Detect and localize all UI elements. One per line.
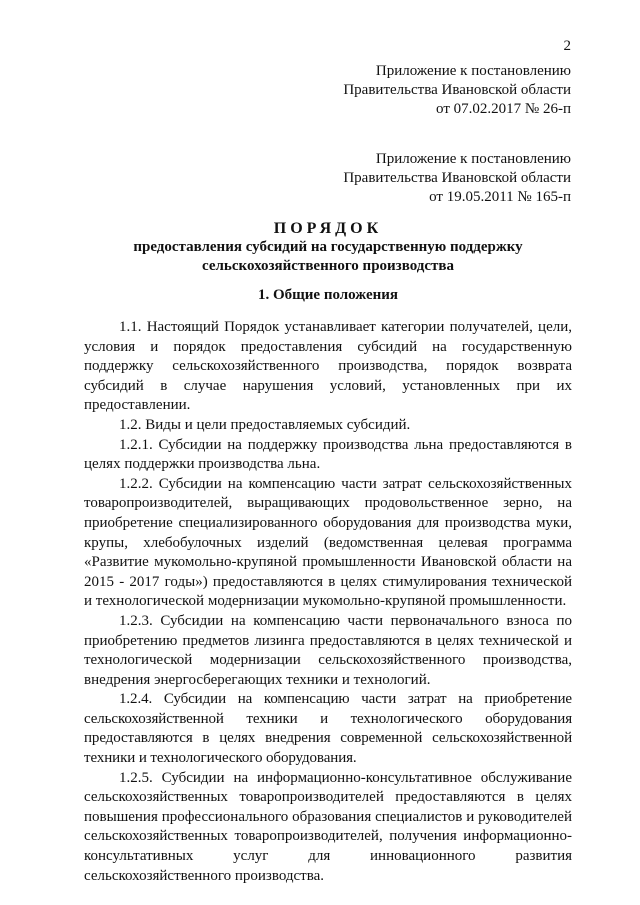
paragraph-1-2-5: 1.2.5. Субсидии на информационно-консультативное обслуживание сельскохозяйственных товаропроизводителей предоставляются в целях повышения профессионального образования специалистов и руководителей сельскохозяйственных товаропроизводителей, получения информационно-консультативных услуг для инновационного развития сельскохозяйственного производства. bbox=[84, 769, 572, 884]
appendix-note-line: Правительства Ивановской области bbox=[343, 170, 571, 186]
document-subtitle-line: сельскохозяйственного производства bbox=[202, 258, 454, 274]
page-number: 2 bbox=[563, 38, 571, 54]
appendix-note-line: от 19.05.2011 № 165-п bbox=[429, 189, 571, 205]
document-subtitle-line: предоставления субсидий на государственную поддержку bbox=[133, 239, 523, 255]
appendix-note-original bbox=[311, 150, 571, 207]
document-body bbox=[84, 318, 572, 886]
document-title: ПОРЯДОК bbox=[273, 220, 383, 237]
paragraph-1-1: 1.1. Настоящий Порядок устанавливает категории получателей, цели, условия и порядок предоставления субсидий на государственную поддержку сельскохозяйственного производства, порядок возврата субсидий в случае нарушения условий, установленных при их предоставлении. bbox=[84, 319, 572, 414]
appendix-note-line: Приложение к постановлению bbox=[375, 151, 571, 167]
appendix-note-current bbox=[311, 62, 571, 119]
paragraph-1-2: 1.2. Виды и цели предоставляемых субсидий. bbox=[119, 416, 411, 433]
paragraph-1-2-4: 1.2.4. Субсидии на компенсацию части затрат на приобретение сельскохозяйственной техники и технологического оборудования предоставляются в целях внедрения современной сельскохозяйственной техники и технологического оборудования. bbox=[84, 691, 572, 767]
paragraph-1-2-3: 1.2.3. Субсидии на компенсацию части первоначального взноса по приобретению предметов лизинга предоставляются в целях технической и технологической модернизации сельскохозяйственного производства, внедрения энергосберегающих техники и технологий. bbox=[84, 612, 572, 688]
paragraph-1-2-1: 1.2.1. Субсидии на поддержку производства льна предоставляются в целях поддержки производства льна. bbox=[84, 436, 572, 473]
appendix-note-line: Правительства Ивановской области bbox=[343, 82, 571, 98]
document-title-block bbox=[84, 219, 572, 276]
section-heading: 1. Общие положения bbox=[257, 287, 399, 303]
appendix-note-line: Приложение к постановлению bbox=[375, 63, 571, 79]
paragraph-1-2-2: 1.2.2. Субсидии на компенсацию части затрат сельскохозяйственных товаропроизводителей, выращивающих продовольственное зерно, на приобретение специализированного оборудования для производства муки, крупы, хлебобулочных изделий (ведомственная целевая программа «Развитие мукомольно-крупяной промышленности Ивановской области на 2015 - 2017 годы») предоставляются в целях стимулирования технической и технологической модернизации мукомольно-крупяной промышленности. bbox=[84, 475, 572, 610]
appendix-note-line: от 07.02.2017 № 26-п bbox=[436, 101, 571, 117]
